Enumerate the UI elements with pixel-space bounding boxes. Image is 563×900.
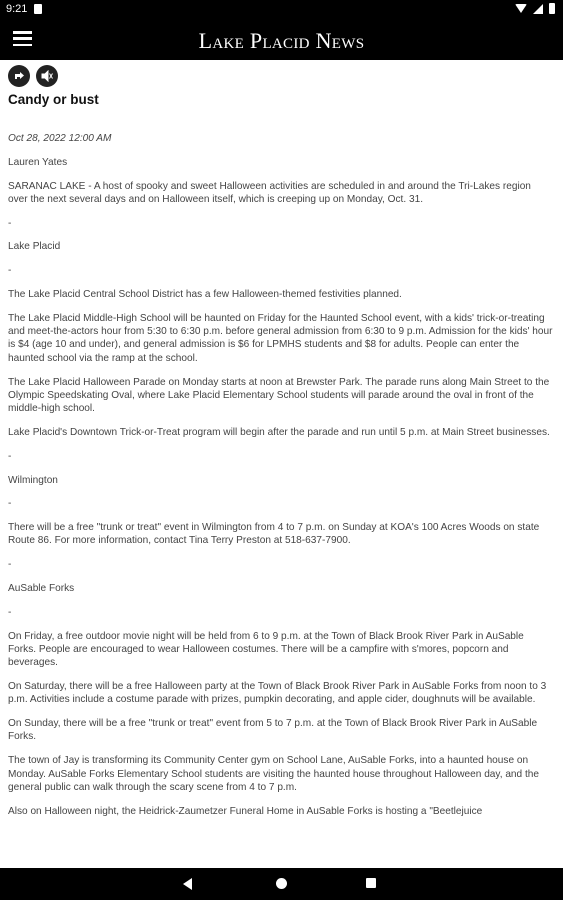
paragraph: The town of Jay is transforming its Community Center gym on School Lane, AuSable Forks, into a haunted house on Monday. AuSable Forks Elementary School students are visiting the haunted house throughout Halloween day, and the general public can walk through the scary scene from 4 to 7 p.m.: [8, 755, 539, 793]
paragraph: SARANAC LAKE - A host of spooky and sweet Halloween activities are scheduled in and around the Tri-Lakes region over the next several days and on Halloween itself, which is creeping up on Monday, Oct. 31.: [8, 180, 531, 205]
battery-icon: [549, 3, 555, 14]
paragraph: The Lake Placid Middle-High School will be haunted on Friday for the Haunted School event, with a kids' trick-or-treating and meet-the-actors hour from 5:30 to 6:30 p.m. before general admission from 6:30 to 9 p.m. Admission for the kids' hour is $4 (age 10 and under), and general admission is $6 for LPMHS students and $8 for adults. People can enter the haunted school via the ramp at the school.: [8, 312, 553, 364]
section-heading: Wilmington: [8, 474, 58, 486]
share-button[interactable]: [8, 65, 30, 87]
paragraph: -: [8, 559, 12, 571]
paragraph: Lake Placid's Downtown Trick-or-Treat program will begin after the parade and run until 5 p.m. at Main Street businesses.: [8, 426, 550, 438]
back-icon[interactable]: [183, 878, 192, 890]
status-bar: [0, 0, 563, 18]
home-icon[interactable]: [276, 878, 287, 889]
app-bar: [0, 18, 563, 60]
section-heading: Lake Placid: [8, 241, 61, 253]
paragraph: -: [8, 450, 12, 462]
paragraph: -: [8, 606, 12, 618]
sd-card-icon: [34, 4, 42, 14]
paragraph: -: [8, 265, 12, 277]
recent-apps-icon[interactable]: [366, 878, 376, 888]
status-icons: [515, 3, 555, 14]
section-heading: AuSable Forks: [8, 583, 75, 595]
paragraph: -: [8, 217, 12, 229]
paragraph: On Saturday, there will be a free Halloween party at the Town of Black Brook River Park in AuSable Forks from noon to 3 p.m. Activities include a costume parade with prizes, pumpkin decorating, and apple cider, doughnuts will be available.: [8, 681, 547, 706]
wifi-icon: [515, 4, 527, 13]
system-nav-bar: [0, 868, 563, 900]
status-time: 9:21: [6, 3, 28, 15]
article-headline: Candy or bust: [8, 92, 99, 107]
speaker-icon: [41, 70, 53, 82]
paragraph: The Lake Placid Halloween Parade on Monday starts at noon at Brewster Park. The parade runs along Main Street to the Olympic Speedskating Oval, where Lake Placid Elementary School students will parade around the oval in front of the middle-high school.: [8, 376, 550, 415]
paragraph: The Lake Placid Central School District has a few Halloween-themed festivities planned.: [8, 289, 402, 301]
paragraph: -: [8, 498, 12, 510]
article-author: Lauren Yates: [8, 156, 68, 168]
paragraph: There will be a free "trunk or treat" event in Wilmington from 4 to 7 p.m. on Sunday at KOA's 100 Acres Woods on state Route 86. For more information, contact Tina Terry Preston at 518-637-7900.: [8, 522, 540, 547]
paragraph: On Sunday, there will be a free "trunk or treat" event from 5 to 7 p.m. at the Town of Black Brook River Park in AuSable Forks.: [8, 718, 538, 743]
brand-logo[interactable]: Lake Placid News: [198, 28, 365, 53]
article-actions: [8, 65, 58, 87]
paragraph: Also on Halloween night, the Heidrick-Zaumetzer Funeral Home in AuSable Forks is hosting a "Beetlejuice: [8, 805, 483, 817]
audio-button[interactable]: [36, 65, 58, 87]
paragraph: On Friday, a free outdoor movie night will be held from 6 to 9 p.m. at the Town of Black Brook River Park in AuSable Forks. People are encouraged to wear Halloween costumes. There will be a campfire with s'mores, popcorn and beverages.: [8, 630, 524, 669]
article-body: [8, 132, 553, 828]
article-date: Oct 28, 2022 12:00 AM: [8, 133, 112, 144]
signal-icon: [533, 4, 543, 14]
share-icon: [13, 70, 25, 82]
